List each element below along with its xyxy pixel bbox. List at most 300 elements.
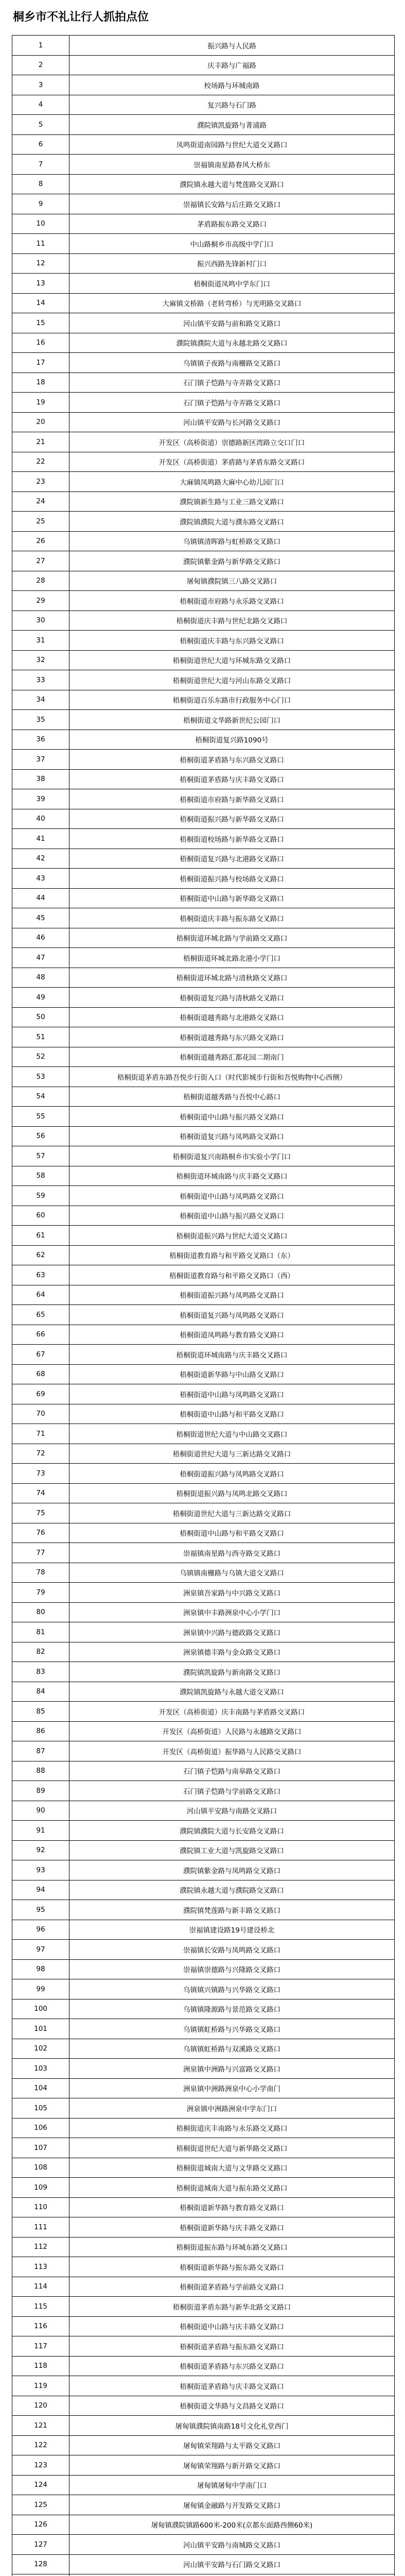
row-number: 13 — [12, 274, 69, 294]
row-location: 校场路与环城南路 — [69, 75, 395, 95]
row-location: 崇福镇南星路春风大桥东 — [69, 155, 395, 175]
table-row — [12, 1523, 395, 1543]
row-location: 梧桐街道中山路与凤鸣路交叉路口 — [69, 1186, 395, 1206]
row-location: 梧桐街道茅盾路与学前路交叉路口 — [69, 2277, 395, 2297]
table-row — [12, 512, 395, 532]
row-number: 104 — [12, 2078, 69, 2098]
table-row — [12, 2574, 395, 2576]
table-row — [12, 2138, 395, 2158]
row-location: 梧桐街道教育路与和平路交叉路口（东） — [69, 1245, 395, 1265]
table-row — [12, 1226, 395, 1246]
table-row — [12, 1741, 395, 1761]
table-row — [12, 2475, 395, 2495]
row-number: 27 — [12, 551, 69, 571]
row-number: 43 — [12, 869, 69, 889]
row-number: 8 — [12, 174, 69, 194]
row-number: 84 — [12, 1682, 69, 1702]
table-row — [12, 36, 395, 56]
table-row — [12, 1721, 395, 1741]
row-number: 74 — [12, 1483, 69, 1503]
row-number: 38 — [12, 769, 69, 789]
table-row — [12, 2316, 395, 2336]
table-row — [12, 1384, 395, 1404]
table-row — [12, 1404, 395, 1424]
row-location: 梧桐街道庆丰南路与永乐路交叉路口 — [69, 2118, 395, 2138]
row-location: 濮院镇濮院大道与永越北路交叉路口 — [69, 333, 395, 353]
row-number: 15 — [12, 313, 69, 333]
row-number: 96 — [12, 1920, 69, 1940]
row-location: 梧桐街道百乐东路市行政服务中心门口 — [69, 690, 395, 710]
table-row — [12, 1364, 395, 1384]
row-location: 屠甸镇濮院镇南路18号文化礼堂西门 — [69, 2416, 395, 2436]
row-location: 梧桐街道庆丰路与东兴路交叉路口 — [69, 631, 395, 651]
row-number: 122 — [12, 2435, 69, 2455]
table-row — [12, 333, 395, 353]
row-location: 濮院镇濮院大道与濮东路交叉路口 — [69, 512, 395, 532]
row-location: 梧桐街道复兴路1090号 — [69, 730, 395, 750]
row-location: 梧桐街道振兴路与新华路交叉路口 — [69, 809, 395, 829]
row-number: 25 — [12, 512, 69, 532]
row-location: 屠甸镇濮院镇路600米-200米(京都东面路西侧60米) — [69, 2515, 395, 2535]
table-row — [12, 2396, 395, 2416]
row-number: 5 — [12, 115, 69, 135]
row-number: 120 — [12, 2396, 69, 2416]
row-number: 75 — [12, 1503, 69, 1523]
table-row — [12, 1146, 395, 1166]
table-row — [12, 214, 395, 234]
row-location: 中山路桐乡市高级中学门口 — [69, 234, 395, 254]
row-location: 洲泉镇德丰路与金众路交叉路口 — [69, 1642, 395, 1662]
row-location: 濮院镇紫金路与新华路交叉路口 — [69, 551, 395, 571]
row-number: 18 — [12, 372, 69, 393]
table-row — [12, 1007, 395, 1027]
table-row — [12, 2158, 395, 2178]
row-location: 梧桐街道茅盾路与东兴路交叉路口 — [69, 750, 395, 770]
row-number: 93 — [12, 1860, 69, 1880]
row-location: 梧桐街道振兴路与凤鸣路交叉路口 — [69, 1285, 395, 1305]
row-location: 濮院镇永越大道与梵莲路交叉路口 — [69, 174, 395, 194]
document-title: 桐乡市不礼让行人抓拍点位 — [13, 11, 149, 24]
row-number: 30 — [12, 611, 69, 631]
row-location: 梧桐街道庆丰路与振东路交叉路口 — [69, 908, 395, 928]
row-location: 梧桐街道越秀路与吾悦中心路口 — [69, 1087, 395, 1107]
table-row — [12, 2098, 395, 2119]
row-number: 54 — [12, 1087, 69, 1107]
table-row — [12, 1959, 395, 1979]
row-location: 开发区（高桥街道）振华路与人民路交叉路口 — [69, 1741, 395, 1761]
table-row — [12, 313, 395, 333]
row-location: 濮院镇凯旋路与新南路交叉路口 — [69, 1662, 395, 1682]
row-number: 16 — [12, 333, 69, 353]
table-row — [12, 2039, 395, 2059]
row-location: 濮院镇梵莲路与新丰路交叉路口 — [69, 1900, 395, 1920]
row-location: 开发区（高桥街道）茅盾路与茅盾东路交叉路口 — [69, 452, 395, 472]
row-number: 33 — [12, 670, 69, 690]
row-number: 97 — [12, 1940, 69, 1960]
table-row — [12, 670, 395, 690]
table-row — [12, 2237, 395, 2257]
row-location: 濮院镇永越大道与濮院路交叉路口 — [69, 1880, 395, 1900]
table-row — [12, 908, 395, 928]
row-number: 58 — [12, 1166, 69, 1186]
row-location: 洲泉镇中兴路与德政路交叉路口 — [69, 1622, 395, 1642]
row-number: 56 — [12, 1126, 69, 1146]
table-row — [12, 888, 395, 908]
row-number: 62 — [12, 1245, 69, 1265]
row-location: 洲泉镇中洲路与兴富路交叉路口 — [69, 2059, 395, 2079]
row-number: 14 — [12, 293, 69, 313]
row-location: 梧桐街道中山路与新华路交叉路口 — [69, 888, 395, 908]
table-row — [12, 2257, 395, 2277]
row-location: 乌镇镇虹桥路与双溪路交叉路口 — [69, 2039, 395, 2059]
row-location: 梧桐街道茅盾路与庆丰路交叉路口 — [69, 769, 395, 789]
row-location: 河山镇平安路与长河路交叉路口 — [69, 412, 395, 432]
row-location: 洲泉镇吾家路与中兴路交叉路口 — [69, 1583, 395, 1603]
table-row — [12, 1602, 395, 1622]
table-row — [12, 1999, 395, 2019]
row-location: 梧桐街道越秀路汇都花园二期南门 — [69, 1047, 395, 1067]
row-number: 26 — [12, 531, 69, 551]
row-number: 52 — [12, 1047, 69, 1067]
table-row — [12, 115, 395, 135]
table-row — [12, 1107, 395, 1127]
row-location: 梧桐街道振东路与环城东路交叉路口 — [69, 2237, 395, 2257]
row-number: 61 — [12, 1226, 69, 1246]
row-location: 乌镇镇虹桥路与兴华路交叉路口 — [69, 2019, 395, 2039]
row-number: 110 — [12, 2197, 69, 2217]
row-location: 乌镇镇清晖路与虹桥路交叉路口 — [69, 531, 395, 551]
table-row — [12, 1583, 395, 1603]
row-number: 82 — [12, 1642, 69, 1662]
table-row — [12, 1821, 395, 1841]
row-location: 石门镇子恺路与寺弄路交叉路口 — [69, 393, 395, 413]
row-number: 57 — [12, 1146, 69, 1166]
table-row — [12, 2178, 395, 2198]
row-location: 梧桐街道中山路与庆丰路交叉路口 — [69, 2316, 395, 2336]
row-location: 梧桐街道凤鸣中学东门口 — [69, 274, 395, 294]
row-number: 24 — [12, 492, 69, 512]
table-row — [12, 611, 395, 631]
row-number: 107 — [12, 2138, 69, 2158]
row-location: 乌镇镇子夜路与南栅路交叉路口 — [69, 353, 395, 373]
table-row — [12, 2197, 395, 2217]
row-location: 梧桐街道环城南路与庆丰路交叉路口 — [69, 1166, 395, 1186]
row-location: 崇福镇南星路与西寺路交叉路口 — [69, 1543, 395, 1563]
row-location: 梧桐街道世纪大道与新华路交叉路口 — [69, 2138, 395, 2158]
row-location: 石门镇子恺路与南皋路交叉路口 — [69, 1761, 395, 1781]
row-number: 125 — [12, 2495, 69, 2515]
row-number: 119 — [12, 2376, 69, 2396]
row-location: 梧桐街道中山路与凤鸣路交叉路口 — [69, 1384, 395, 1404]
table-row — [12, 2019, 395, 2039]
row-number: 89 — [12, 1781, 69, 1801]
row-location: 屠甸镇濮院镇三八路交叉路口 — [69, 571, 395, 591]
table-row — [12, 849, 395, 869]
row-location: 洲泉镇中洲路洲泉中心小学南门 — [69, 2078, 395, 2098]
row-number: 98 — [12, 1959, 69, 1979]
row-location: 梧桐街道新华路与振东路交叉路口 — [69, 2257, 395, 2277]
row-location: 梧桐街道茅盾路与振东路交叉路口 — [69, 2336, 395, 2357]
row-location: 梧桐街道振兴路与凤鸣北路交叉路口 — [69, 1483, 395, 1503]
row-number: 9 — [12, 194, 69, 214]
row-number: 45 — [12, 908, 69, 928]
points-table — [12, 35, 395, 2576]
row-location: 梧桐街道茅盾东路与新华北路交叉路口 — [69, 2297, 395, 2317]
table-row — [12, 789, 395, 809]
row-location: 梧桐街道茅盾路与庆丰路交叉路口 — [69, 2376, 395, 2396]
row-number: 83 — [12, 1662, 69, 1682]
table-row — [12, 2554, 395, 2574]
row-number: 11 — [12, 234, 69, 254]
row-number: 12 — [12, 253, 69, 274]
row-location: 梧桐街道新华路与教育路交叉路口 — [69, 2197, 395, 2217]
row-location: 开发区（高桥街道）崇德路新区湾路立交口门口 — [69, 432, 395, 452]
table-row — [12, 1622, 395, 1642]
table-row — [12, 650, 395, 670]
table-row — [12, 1245, 395, 1265]
row-number: 34 — [12, 690, 69, 710]
table-row — [12, 1305, 395, 1325]
table-row — [12, 1662, 395, 1682]
row-location: 梧桐街道凤鸣路与教育路交叉路口 — [69, 1325, 395, 1345]
row-location: 梧桐街道庆丰路与世纪北路交叉路口 — [69, 611, 395, 631]
table-row — [12, 1860, 395, 1880]
table-row — [12, 353, 395, 373]
row-number: 126 — [12, 2515, 69, 2535]
row-location: 梧桐街道世纪大道与中山路交叉路口 — [69, 1424, 395, 1444]
row-number: 128 — [12, 2554, 69, 2574]
row-number: 85 — [12, 1702, 69, 1722]
row-location: 梧桐街道市府路与永乐路交叉路口 — [69, 591, 395, 611]
row-number: 71 — [12, 1424, 69, 1444]
row-location: 崇福镇长安路与后庄路交叉路口 — [69, 194, 395, 214]
row-location: 梧桐街道文华路新世纪公园门口 — [69, 710, 395, 730]
row-number: 7 — [12, 155, 69, 175]
table-row — [12, 1920, 395, 1940]
row-number: 123 — [12, 2455, 69, 2476]
row-number: 23 — [12, 472, 69, 492]
row-number: 3 — [12, 75, 69, 95]
row-number: 113 — [12, 2257, 69, 2277]
row-number: 108 — [12, 2158, 69, 2178]
row-number: 88 — [12, 1761, 69, 1781]
row-number: 63 — [12, 1265, 69, 1285]
row-number: 42 — [12, 849, 69, 869]
row-location: 梧桐街道世纪大道与环城东路交叉路口 — [69, 650, 395, 670]
row-number: 53 — [12, 1067, 69, 1087]
table-row — [12, 1285, 395, 1305]
table-row — [12, 2356, 395, 2376]
table-row — [12, 1126, 395, 1146]
row-number: 101 — [12, 2019, 69, 2039]
table-row — [12, 2515, 395, 2535]
row-number: 94 — [12, 1880, 69, 1900]
row-location: 濮院镇凯旋路与菁浦路 — [69, 115, 395, 135]
row-number: 73 — [12, 1464, 69, 1484]
row-number: 39 — [12, 789, 69, 809]
table-row — [12, 809, 395, 829]
table-row — [12, 194, 395, 214]
row-location: 石门镇子恺路与学前路交叉路口 — [69, 1781, 395, 1801]
table-row — [12, 2495, 395, 2515]
table-row — [12, 531, 395, 551]
table-row — [12, 1186, 395, 1206]
row-location: 屠甸镇荣翔路与新开路交叉路口 — [69, 2455, 395, 2476]
table-row — [12, 174, 395, 194]
row-location: 梧桐街道新华路与中山路交叉路口 — [69, 1364, 395, 1384]
row-number: 28 — [12, 571, 69, 591]
table-row — [12, 2059, 395, 2079]
row-location: 梧桐街道世纪大道与三新达路交叉路口 — [69, 1503, 395, 1523]
row-number: 49 — [12, 988, 69, 1008]
row-location: 梧桐街道复兴路与北港路交叉路口 — [69, 849, 395, 869]
row-number: 10 — [12, 214, 69, 234]
table-row — [12, 1424, 395, 1444]
row-location: 梧桐街道复兴路与凤鸣路交叉路口 — [69, 1126, 395, 1146]
row-location: 河山镇平安路与南城路交叉路口 — [69, 2535, 395, 2555]
row-location: 乌镇镇南栅路与乌镇大道交叉路口 — [69, 1563, 395, 1583]
table-row — [12, 472, 395, 492]
table-row — [12, 1761, 395, 1781]
row-number: 65 — [12, 1305, 69, 1325]
table-row — [12, 1840, 395, 1860]
row-number: 4 — [12, 95, 69, 115]
table-row — [12, 1801, 395, 1821]
row-location: 梧桐街道中山路与和平路交叉路口 — [69, 1523, 395, 1543]
table-row — [12, 2118, 395, 2138]
table-row — [12, 2376, 395, 2396]
row-location: 梧桐街道中山路与振兴路交叉路口 — [69, 1107, 395, 1127]
row-number: 50 — [12, 1007, 69, 1027]
row-location: 梧桐街道教育路与和平路交叉路口（西） — [69, 1265, 395, 1285]
row-number: 80 — [12, 1602, 69, 1622]
row-location: 梧桐街道世纪大道与河山东路交叉路口 — [69, 670, 395, 690]
row-location: 梧桐街道越秀路与东兴路交叉路口 — [69, 1027, 395, 1047]
row-number: 95 — [12, 1900, 69, 1920]
table-row — [12, 2078, 395, 2098]
table-row — [12, 710, 395, 730]
row-number: 68 — [12, 1364, 69, 1384]
row-location: 梧桐街道越秀路与北港路交叉路口 — [69, 1007, 395, 1027]
table-row — [12, 1325, 395, 1345]
table-row — [12, 690, 395, 710]
table-row — [12, 1900, 395, 1920]
row-location: 梧桐街道文华路与文昌路交叉路口 — [69, 2396, 395, 2416]
row-location: 濮院镇濮院大道与长安路交叉路口 — [69, 1821, 395, 1841]
row-location: 大麻镇凤鸣路大麻中心幼儿园门口 — [69, 472, 395, 492]
row-number: 87 — [12, 1741, 69, 1761]
table-row — [12, 1781, 395, 1801]
table-row — [12, 769, 395, 789]
row-location: 梧桐街道环城南路与庆丰路交叉路口 — [69, 1345, 395, 1365]
row-number: 70 — [12, 1404, 69, 1424]
row-number: 127 — [12, 2535, 69, 2555]
row-location: 河山镇平安路与石门路交叉路口 — [69, 2554, 395, 2574]
row-location: 梧桐街道新华路与庆丰路交叉路口 — [69, 2217, 395, 2238]
row-location: 梧桐街道复兴南路桐乡市实验小学门口 — [69, 1146, 395, 1166]
row-number: 6 — [12, 134, 69, 155]
table-row — [12, 1503, 395, 1523]
row-location: 振兴路与人民路 — [69, 36, 395, 56]
row-location: 石门镇子恺路与寺弄路交叉路口 — [69, 372, 395, 393]
row-number: 36 — [12, 730, 69, 750]
table-row — [12, 1047, 395, 1067]
row-number: 1 — [12, 36, 69, 56]
row-number: 99 — [12, 1979, 69, 1999]
table-row — [12, 2435, 395, 2455]
row-location: 梧桐街道环城北路与学前路交叉路口 — [69, 928, 395, 948]
table-row — [12, 2217, 395, 2238]
table-row — [12, 2277, 395, 2297]
row-number: 81 — [12, 1622, 69, 1642]
table-row — [12, 928, 395, 948]
row-number: 103 — [12, 2059, 69, 2079]
row-location: 梧桐街道世纪大道与三新达路交叉路口 — [69, 1444, 395, 1464]
table-row — [12, 988, 395, 1008]
table-row — [12, 492, 395, 512]
table-row — [12, 155, 395, 175]
table-row — [12, 2336, 395, 2357]
row-number: 35 — [12, 710, 69, 730]
table-row — [12, 1979, 395, 1999]
table-row — [12, 372, 395, 393]
row-number: 22 — [12, 452, 69, 472]
row-location: 河山镇平安路与前和路交叉路口 — [69, 313, 395, 333]
table-row — [12, 412, 395, 432]
table-row — [12, 452, 395, 472]
row-location: 梧桐街道复兴路与清秋路交叉路口 — [69, 988, 395, 1008]
table-row — [12, 948, 395, 968]
table-row — [12, 1682, 395, 1702]
table-row — [12, 1880, 395, 1900]
row-location: 梧桐街道环城北路北港小学门口 — [69, 948, 395, 968]
row-location: 洲泉镇中丰路洲泉中心小学门口 — [69, 1602, 395, 1622]
table-row — [12, 631, 395, 651]
row-location: 开发区（高桥街道）庆丰南路与茅盾路交叉路口 — [69, 1702, 395, 1722]
row-number: 115 — [12, 2297, 69, 2317]
table-row — [12, 1940, 395, 1960]
table-row — [12, 432, 395, 452]
row-location: 梧桐街道茅盾路与东兴路交叉路口 — [69, 2356, 395, 2376]
row-number: 116 — [12, 2316, 69, 2336]
row-number: 91 — [12, 1821, 69, 1841]
row-location: 梧桐街道市府路与新华路交叉路口 — [69, 789, 395, 809]
row-number: 106 — [12, 2118, 69, 2138]
row-number: 114 — [12, 2277, 69, 2297]
row-number: 121 — [12, 2416, 69, 2436]
table-row — [12, 1265, 395, 1285]
row-number: 41 — [12, 829, 69, 849]
table-row — [12, 1543, 395, 1563]
row-location: 梧桐街道城南大道与文华路交叉路口 — [69, 2158, 395, 2178]
row-location: 崇福镇建设路19号建设桥北 — [69, 1920, 395, 1940]
row-location: 屠甸镇金融路与开发路交叉路口 — [69, 2495, 395, 2515]
row-location: 濮院镇工业大道与凯旋路交叉路口 — [69, 1840, 395, 1860]
table-row — [12, 1444, 395, 1464]
points-table-body — [12, 36, 395, 2576]
table-row — [12, 1483, 395, 1503]
table-row — [12, 1345, 395, 1365]
row-number: 40 — [12, 809, 69, 829]
row-location: 濮院镇紫金路与凤鸣路交叉路口 — [69, 1860, 395, 1880]
table-row — [12, 2535, 395, 2555]
table-row — [12, 1206, 395, 1226]
row-location: 梧桐街道茅盾东路吾悦步行街入口（时代影城步行街和吾悦购物中心西侧） — [69, 1067, 395, 1087]
row-number: 44 — [12, 888, 69, 908]
row-number: 48 — [12, 968, 69, 988]
row-location: 开发区（高桥街道）人民路与永越路交叉路口 — [69, 1721, 395, 1741]
row-location: 梧桐街道中山路与振兴路交叉路口 — [69, 1206, 395, 1226]
